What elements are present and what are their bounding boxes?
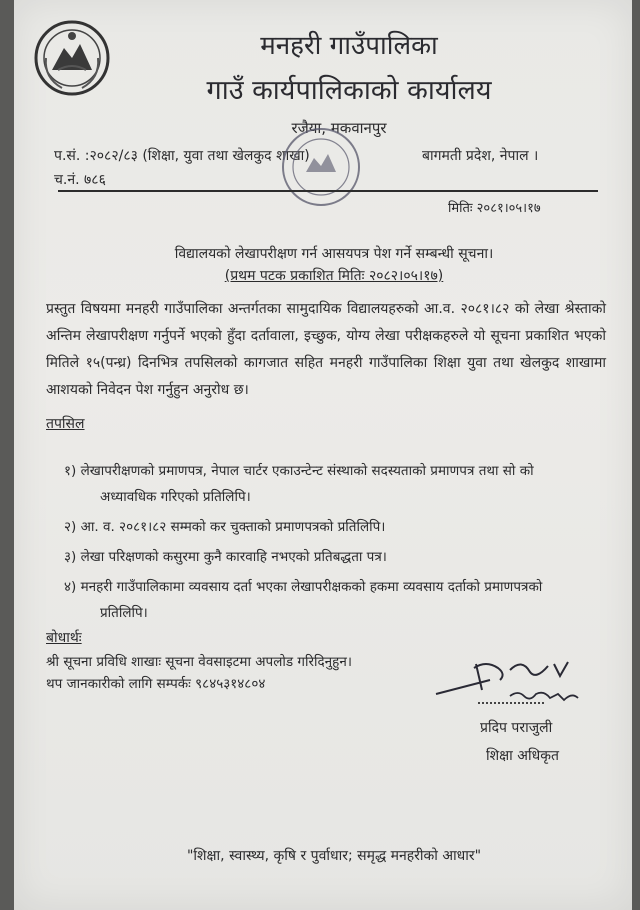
province-name: बागमती प्रदेश, नेपाल । bbox=[422, 148, 539, 164]
letter-paper bbox=[14, 0, 632, 910]
signature-dotted-line bbox=[478, 702, 544, 704]
header-divider bbox=[58, 190, 598, 192]
list-item: ३) लेखा परिक्षणको कसुरमा कुनै कारवाहि नभएको प्रतिबद्धता पत्र। bbox=[64, 549, 387, 565]
office-name: मनहरी गाउँपालिका bbox=[260, 31, 438, 61]
list-item: २) आ. व. २०८१।८२ सम्मको कर चुक्ताको प्रमाणपत्रको प्रतिलिपि। bbox=[64, 519, 386, 535]
first-published-date: (प्रथम पटक प्रकाशित मितिः २०८२।०५।१७) bbox=[224, 268, 444, 284]
handwritten-signature-icon bbox=[426, 650, 606, 714]
signatory-title: शिक्षा अधिकृत bbox=[486, 748, 559, 764]
nepal-government-emblem-icon bbox=[32, 18, 112, 98]
bodhartha-line: श्री सूचना प्रविधि शाखाः सूचना वेवसाइटमा अपलोड गरिदिनुहुन। bbox=[46, 654, 352, 670]
office-address: रजैया, मकवानपुर bbox=[291, 119, 387, 137]
reference-number: प.सं. :२०८२/८३ (शिक्षा, युवा तथा खेलकुद शाखा) bbox=[54, 148, 310, 164]
office-stamp-icon bbox=[276, 122, 366, 212]
notice-body: प्रस्तुत विषयमा मनहरी गाउँपालिका अन्तर्गतका सामुदायिक विद्यालयहरुको आ.व. २०८१।८२ को लेखा श्रेस्ताको अन्तिम लेखापरीक्षण गर्नुपर्ने भएको हुँदा दर्तावाला, इच्छुक, योग्य लेखा परीक्षकहरुले यो सूचना प्रकाशित भएको मितिले १५(पन्ध्र) दिनभित्र तपसिलको कागजात सहित मनहरी गाउँपालिका शिक्षा युवा तथा खेलकुद शाखामा आशयको निवेदन पेश गर्नुहुन अनुरोध छ। bbox=[46, 301, 606, 398]
list-item: ४) मनहरी गाउँपालिकामा व्यवसाय दर्ता भएका लेखापरीक्षकको हकमा व्यवसाय दर्ताको प्रमाणपत्रको प्रतिलिपि। bbox=[64, 579, 543, 621]
tapasil-heading: तपसिल bbox=[46, 416, 85, 432]
list-item: १) लेखापरीक्षणको प्रमाणपत्र, नेपाल चार्टर एकाउन्टेन्ट संस्थाको सदस्यताको प्रमाणपत्र तथा सो को अध्यावधिक गरिएको प्रतिलिपि। bbox=[64, 463, 534, 505]
signatory-name: प्रदिप पराजुली bbox=[480, 720, 553, 736]
dispatch-number: च.नं. ७८६ bbox=[54, 172, 106, 188]
bodhartha-heading: बोधार्थः bbox=[46, 630, 82, 646]
office-motto: "शिक्षा, स्वास्थ्य, कृषि र पुर्वाधार; समृद्ध मनहरीको आधार" bbox=[186, 848, 482, 864]
contact-line: थप जानकारीको लागि सम्पर्कः ९८४५३१४८०४ bbox=[46, 676, 266, 692]
tapasil-list bbox=[64, 458, 584, 630]
notice-title: विद्यालयको लेखापरीक्षण गर्न आसयपत्र पेश गर्ने सम्बन्धी सूचना। bbox=[174, 246, 494, 262]
letter-date: मितिः २०८१।०५।१७ bbox=[448, 201, 541, 216]
office-subtitle: गाउँ कार्यपालिकाको कार्यालय bbox=[206, 75, 492, 106]
